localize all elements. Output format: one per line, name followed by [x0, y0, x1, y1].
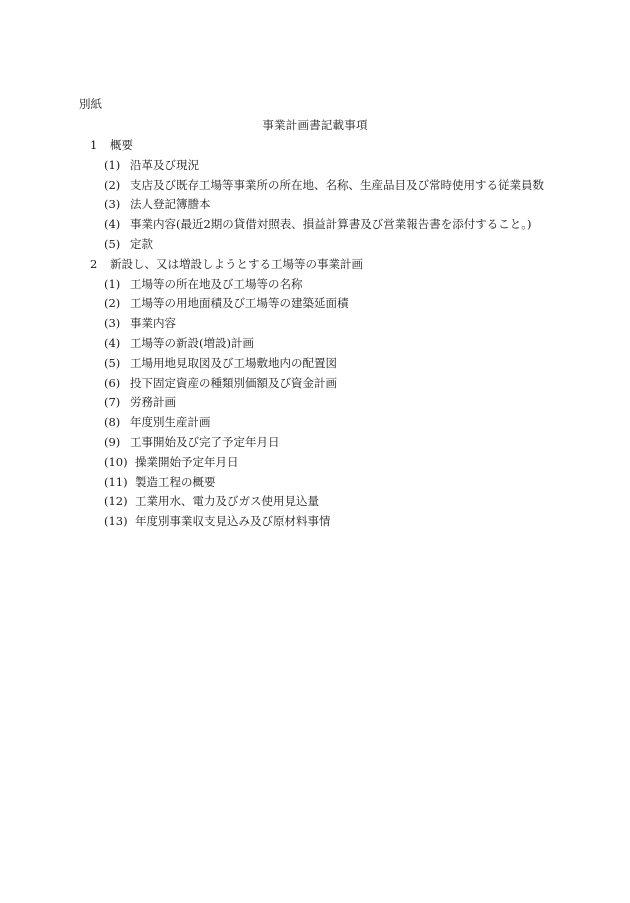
item-text: 工事開始及び完了予定年月日 [130, 435, 280, 449]
item-number: (6) [104, 375, 121, 390]
section-number: 1 [90, 138, 98, 152]
item-text: 製造工程の概要 [135, 474, 216, 489]
item-text: 工場等の新設(増設)計画 [130, 336, 254, 350]
item-number: (2) [104, 296, 121, 311]
list-item [104, 455, 239, 469]
item-text: 事業内容(最近2期の貸借対照表、損益計算書及び営業報告書を添付すること。) [130, 217, 532, 232]
item-number: (9) [104, 435, 121, 449]
item-number: (10) [104, 454, 128, 469]
item-text: 工場用地見取図及び工場敷地内の配置図 [130, 355, 337, 370]
list-item [104, 435, 280, 449]
item-number: (3) [104, 197, 121, 212]
list-item [104, 217, 532, 231]
list-item [104, 296, 349, 310]
list-item [104, 475, 216, 489]
item-number: (4) [104, 336, 121, 350]
item-number: (5) [104, 237, 121, 251]
list-item [104, 277, 303, 291]
item-number: (7) [104, 395, 121, 410]
item-text: 工業用水、電力及びガス使用見込量 [135, 494, 319, 509]
item-text: 沿革及び現況 [130, 157, 199, 172]
section-heading [90, 138, 133, 152]
item-text: 年度別生産計画 [130, 415, 211, 430]
list-item [104, 514, 331, 528]
section-number: 2 [90, 256, 98, 271]
list-item [104, 197, 211, 211]
list-item [104, 494, 319, 508]
document-title: 事業計画書記載事項 [262, 118, 368, 132]
list-item [104, 237, 153, 251]
item-number: (2) [104, 177, 121, 192]
list-item [104, 316, 176, 330]
annex-label: 別紙 [79, 97, 102, 111]
list-item [104, 415, 211, 429]
list-item [104, 356, 337, 370]
item-text: 工場等の所在地及び工場等の名称 [130, 276, 303, 291]
item-text: 定款 [130, 237, 153, 251]
item-text: 投下固定資産の種類別価額及び資金計画 [130, 375, 337, 390]
list-item [104, 336, 254, 350]
item-number: (12) [104, 494, 128, 509]
item-text: 法人登記簿謄本 [130, 197, 211, 212]
item-text: 支店及び既存工場等事業所の所在地、名称、生産品目及び常時使用する従業員数 [130, 177, 544, 192]
item-number: (4) [104, 217, 121, 232]
item-text: 工場等の用地面積及び工場等の建築延面積 [130, 296, 349, 311]
item-text: 事業内容 [130, 316, 176, 331]
item-text: 年度別事業収支見込み及び原材料事情 [135, 514, 331, 529]
list-item [104, 376, 337, 390]
item-text: 労務計画 [130, 395, 176, 410]
item-number: (3) [104, 316, 121, 331]
list-item [104, 395, 176, 409]
section-title: 概要 [110, 138, 133, 152]
item-number: (1) [104, 276, 121, 291]
item-number: (11) [104, 474, 128, 489]
item-number: (13) [104, 514, 128, 529]
section-heading [90, 257, 363, 271]
item-number: (1) [104, 157, 121, 172]
item-number: (8) [104, 415, 121, 430]
item-number: (5) [104, 355, 121, 370]
list-item [104, 158, 199, 172]
section-title: 新設し、又は増設しようとする工場等の事業計画 [110, 256, 363, 271]
item-text: 操業開始予定年月日 [135, 454, 239, 469]
list-item [104, 178, 544, 192]
